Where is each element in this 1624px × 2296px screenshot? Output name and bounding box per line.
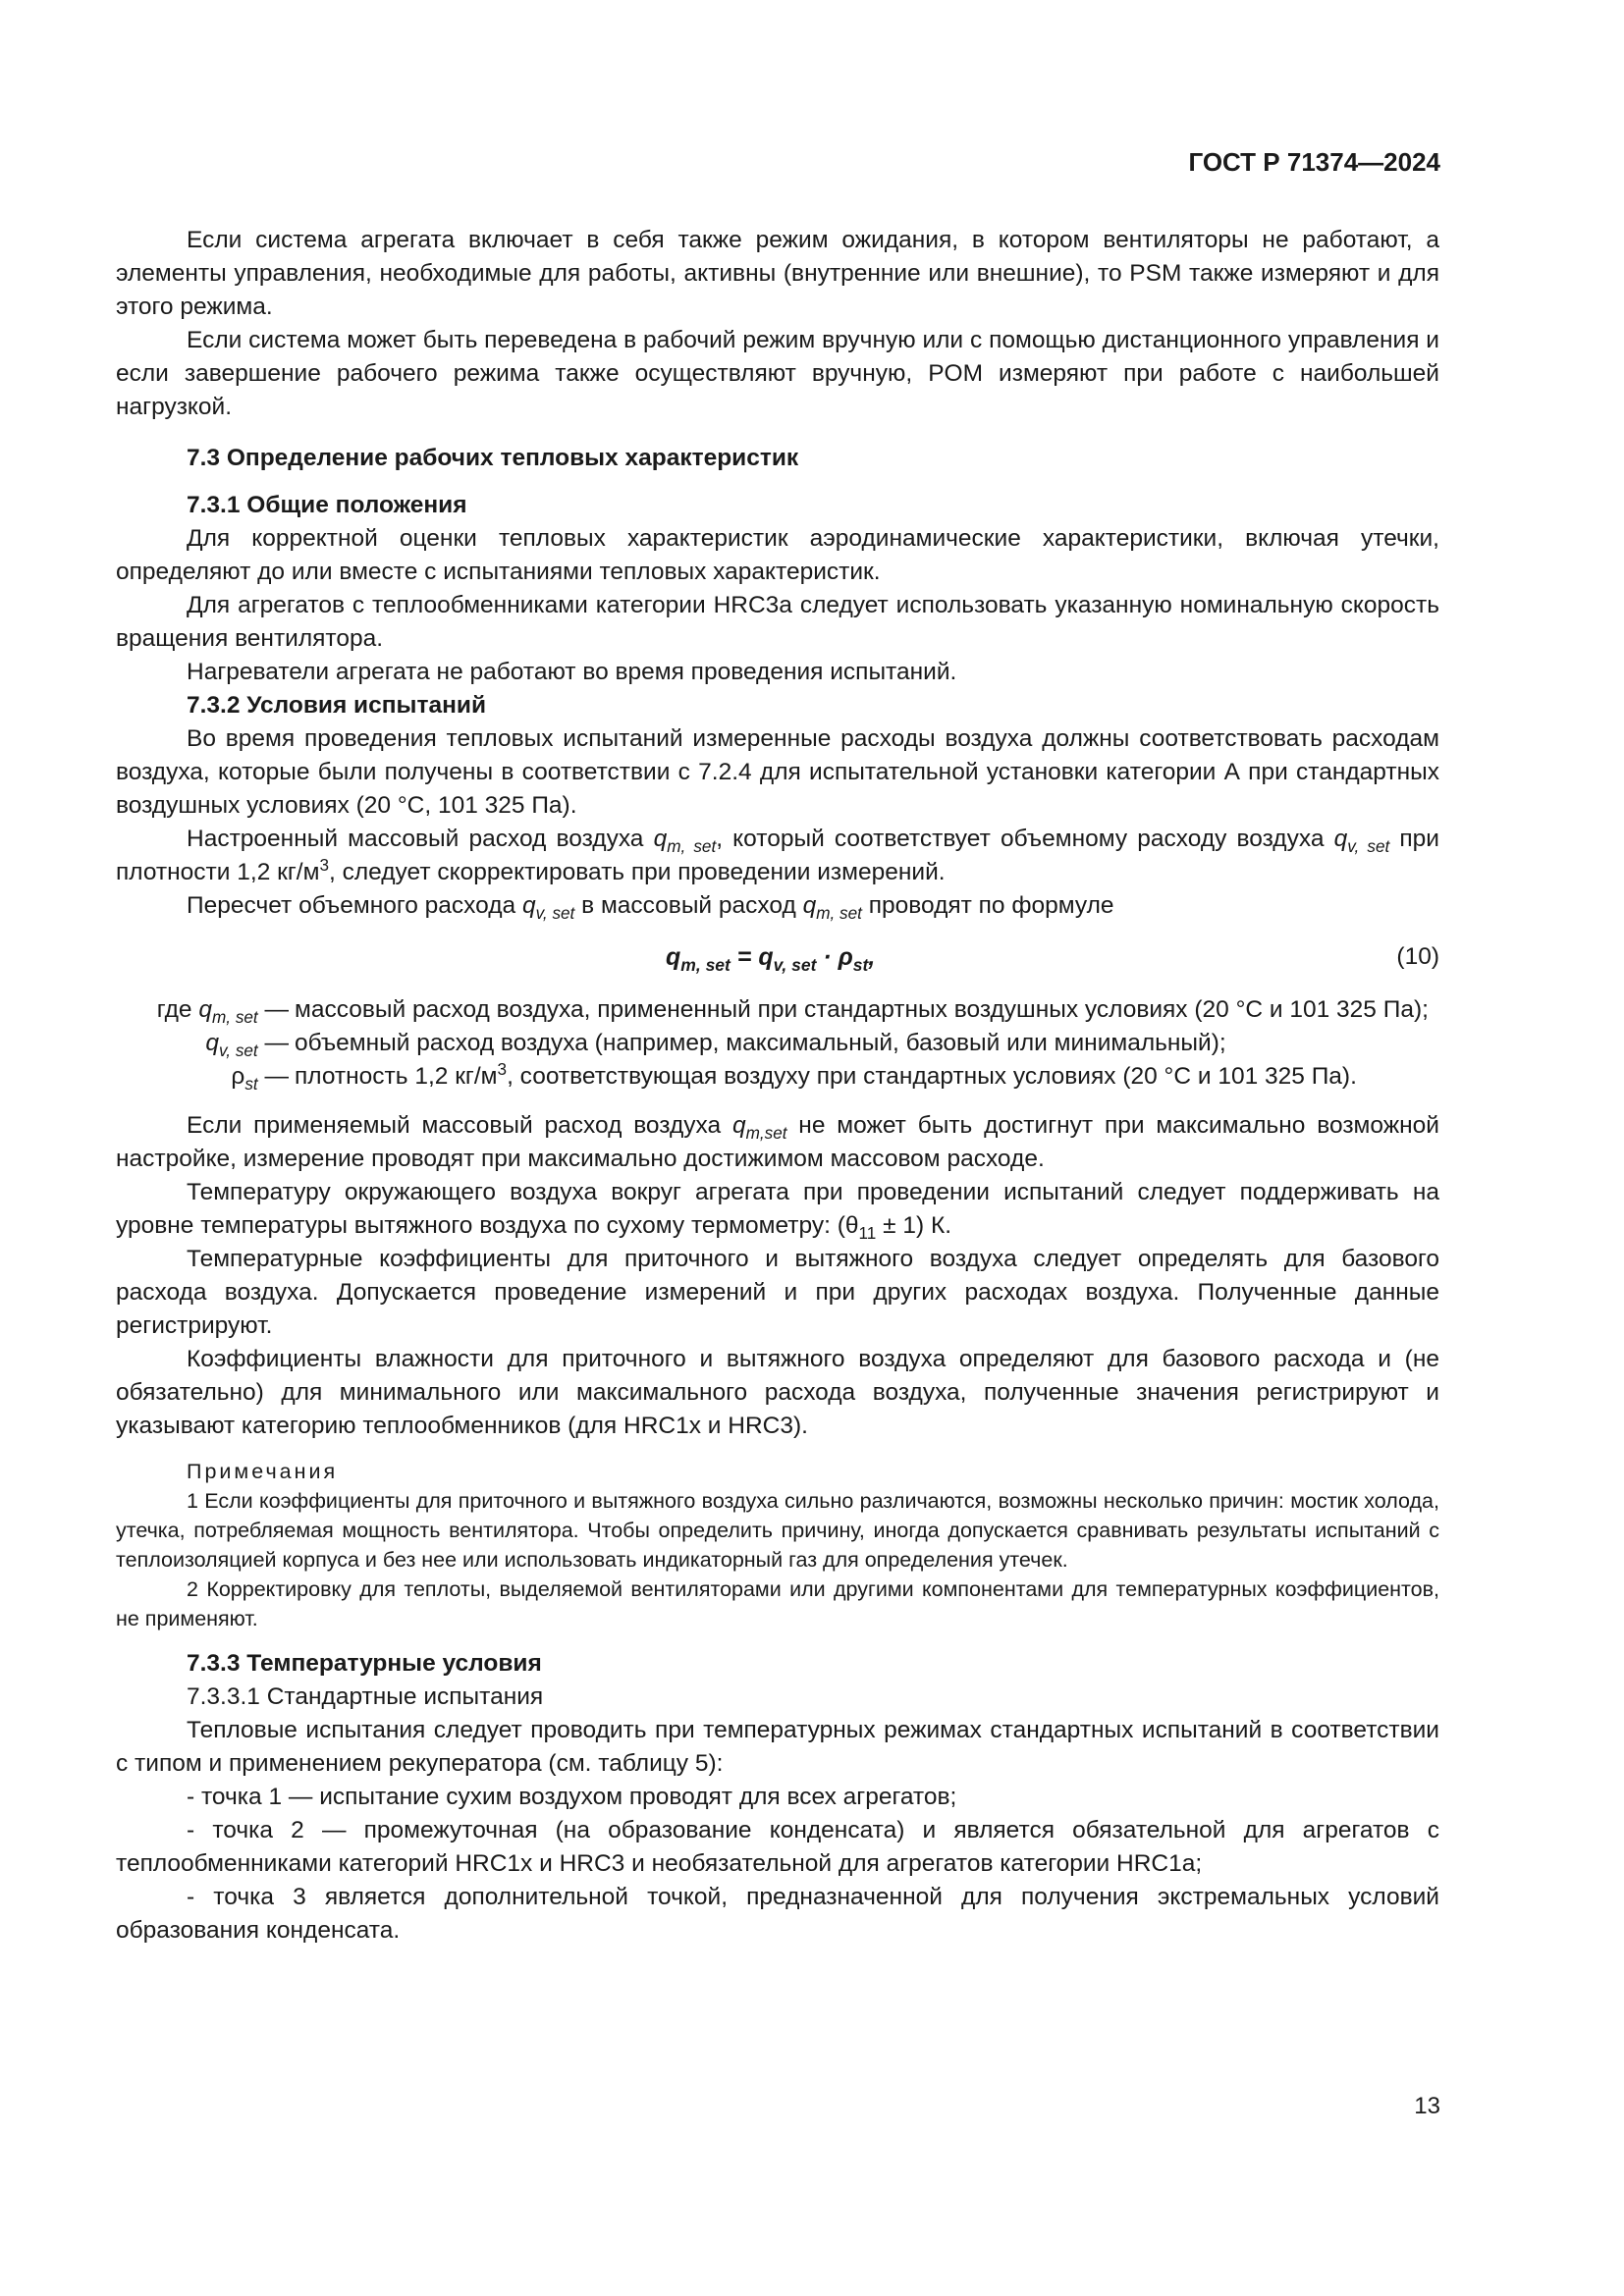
formula-10 [116,931,1439,982]
symbol-q: q [653,826,668,852]
text: ± 1) К. [876,1212,952,1239]
paragraph-mass-flow [116,823,1439,889]
list-item: - точка 1 — испытание сухим воздухом проводят для всех агрегатов; [187,1784,957,1810]
list-item: - точка 2 — промежуточная (на образование конденсата) и является обязательной для агрегатов с теплообменниками категорий HRC1x и HRC3 и необязательной для агрегатов категории HRC1a; [116,1817,1439,1877]
text: не может быть достигнут при максимально возможной настройке, измерение проводят при максимально достижимом массовом расходе. [116,1112,1439,1172]
text: Если применяемый массовый расход воздуха [187,1112,732,1139]
text: в массовый расход [574,892,803,919]
subsection-heading-7-3-1: 7.3.1 Общие положения [187,492,467,518]
text: Температуру окружающего воздуха вокруг агрегата при проведении испытаний следует поддерживать на уровне температуры вытяжного воздуха по сухому термометру: (θ [116,1179,1439,1239]
text: Пересчет объемного расхода [187,892,522,919]
symbol-q: q [1333,826,1348,852]
subscript: st [244,1074,258,1094]
formula-rhs-sub: v, set [773,955,817,975]
formula-dot-rho: · ρ [816,943,853,971]
legend-row [116,1060,1439,1094]
legend-symbol [116,1060,289,1094]
dash: — [257,996,289,1023]
paragraph: Если система может быть переведена в рабочий режим вручную или с помощью дистанционного управления и если завершение рабочего режима также осуществляют вручную, POM измеряют при работе с наибольшей нагрузкой. [116,327,1439,420]
symbol-q: q [731,1112,746,1139]
symbol-q: q [205,1030,219,1056]
page-number: 13 [1414,2093,1440,2119]
legend-row [116,1027,1439,1060]
paragraph-mass-flow-limit [116,1109,1439,1176]
note-2: 2 Корректировку для теплоты, выделяемой вентиляторами или другими компонентами для температурных коэффициентов, не применяют. [116,1577,1439,1630]
section-heading-7-3: 7.3 Определение рабочих тепловых характеристик [187,445,799,471]
legend-symbol [116,1027,289,1060]
paragraph: Во время проведения тепловых испытаний измеренные расходы воздуха должны соответствовать расходам воздуха, которые были получены в соответствии с 7.2.4 для испытательной установки категории А при стандартных воздушных условиях (20 °С, 101 325 Па). [116,725,1439,819]
text: , который соответствует объемному расходу воздуха [716,826,1334,852]
document-id-header: ГОСТ Р 71374—2024 [1188,147,1440,177]
formula-number: (10) [1396,943,1439,970]
document-body [116,224,1439,1948]
symbol-q: q [521,892,536,919]
paragraph: Тепловые испытания следует проводить при температурных режимах стандартных испытаний в соответствии с типом и применением рекуператора (см. таблицу 5): [116,1717,1439,1777]
formula-legend [116,993,1439,1094]
subscript: m,set [745,1123,787,1143]
legend-text: объемный расход воздуха (например, максимальный, базовый или минимальный); [295,1030,1226,1056]
paragraph: Если система агрегата включает в себя также режим ожидания, в котором вентиляторы не работают, а элементы управления, необходимые для работы, активны (внутренние или внешние), то PSM также измеряют и для этого режима. [116,227,1439,320]
subsection-heading-7-3-2: 7.3.2 Условия испытаний [187,692,487,719]
text: при плотности 1,2 кг/м [116,826,1439,885]
symbol-q: q [198,996,213,1023]
paragraph: Нагреватели агрегата не работают во время проведения испытаний. [187,659,957,685]
legend-text [289,1060,1439,1094]
subscript: m, set [667,836,717,856]
superscript: 3 [497,1059,508,1079]
notes-title: Примечания [187,1460,339,1483]
symbol-rho: ρ [231,1063,245,1090]
legend-prefix: где [156,996,199,1023]
legend-row [116,993,1439,1027]
paragraph-conversion [116,889,1439,923]
text: , следует скорректировать при проведении измерений. [328,859,946,885]
note-1: 1 Если коэффициенты для приточного и вытяжного воздуха сильно различаются, возможны несколько причин: мостик холода, утечка, потребляемая мощность вентилятора. Чтобы определить причину, иногда допускается сравнивать результаты испытаний с теплоизоляцией корпуса и без нее или использовать индикаторный газ для определения утечек. [116,1489,1439,1572]
text: Настроенный массовый расход воздуха [187,826,654,852]
text: , соответствующая воздуху при стандартных условиях (20 °С и 101 325 Па). [507,1063,1357,1090]
formula-lhs-sub: m, set [680,955,731,975]
legend-text: массовый расход воздуха, примененный при стандартных воздушных условиях (20 °С и 101 325 Па); [295,996,1429,1023]
subscript: m, set [212,1007,258,1027]
subsubsection-heading-7-3-3-1: 7.3.3.1 Стандартные испытания [187,1683,544,1710]
formula-equals: = [730,943,759,971]
notes-block [116,1457,1439,1633]
formula-expression [666,940,875,974]
formula-rhs: q [758,943,774,971]
paragraph: Температурные коэффициенты для приточного и вытяжного воздуха следует определять для базового расхода воздуха. Допускается проведение измерений и при других расходах воздуха. Полученные данные регистрируют. [116,1246,1439,1339]
paragraph-ambient-temp [116,1176,1439,1243]
formula-rho-sub: st [852,955,869,975]
formula-lhs: q [666,943,681,971]
dash: — [257,1063,289,1090]
subscript: v, set [535,903,575,923]
symbol-q: q [802,892,817,919]
paragraph: Для агрегатов с теплообменниками категории HRC3a следует использовать указанную номинальную скорость вращения вентилятора. [116,592,1439,652]
paragraph: Для корректной оценки тепловых характеристик аэродинамические характеристики, включая утечки, определяют до или вместе с испытаниями тепловых характеристик. [116,525,1439,585]
text: проводят по формуле [861,892,1114,919]
subscript: v, set [219,1041,258,1060]
subsection-heading-7-3-3: 7.3.3 Температурные условия [187,1650,542,1677]
paragraph: Коэффициенты влажности для приточного и вытяжного воздуха определяют для базового расхода и (не обязательно) для минимального или максимального расхода воздуха, полученные значения регистрируют и указывают категорию теплообменников (для HRC1x и HRC3). [116,1346,1439,1439]
list-item: - точка 3 является дополнительной точкой, предназначенной для получения экстремальных условий образования конденсата. [116,1884,1439,1944]
dash: — [257,1030,289,1056]
text: плотность 1,2 кг/м [295,1063,498,1090]
subscript: v, set [1347,836,1390,856]
subscript: m, set [816,903,862,923]
legend-symbol [116,993,289,1027]
subscript: 11 [858,1223,877,1243]
superscript: 3 [319,855,329,875]
formula-comma: , [868,943,876,971]
